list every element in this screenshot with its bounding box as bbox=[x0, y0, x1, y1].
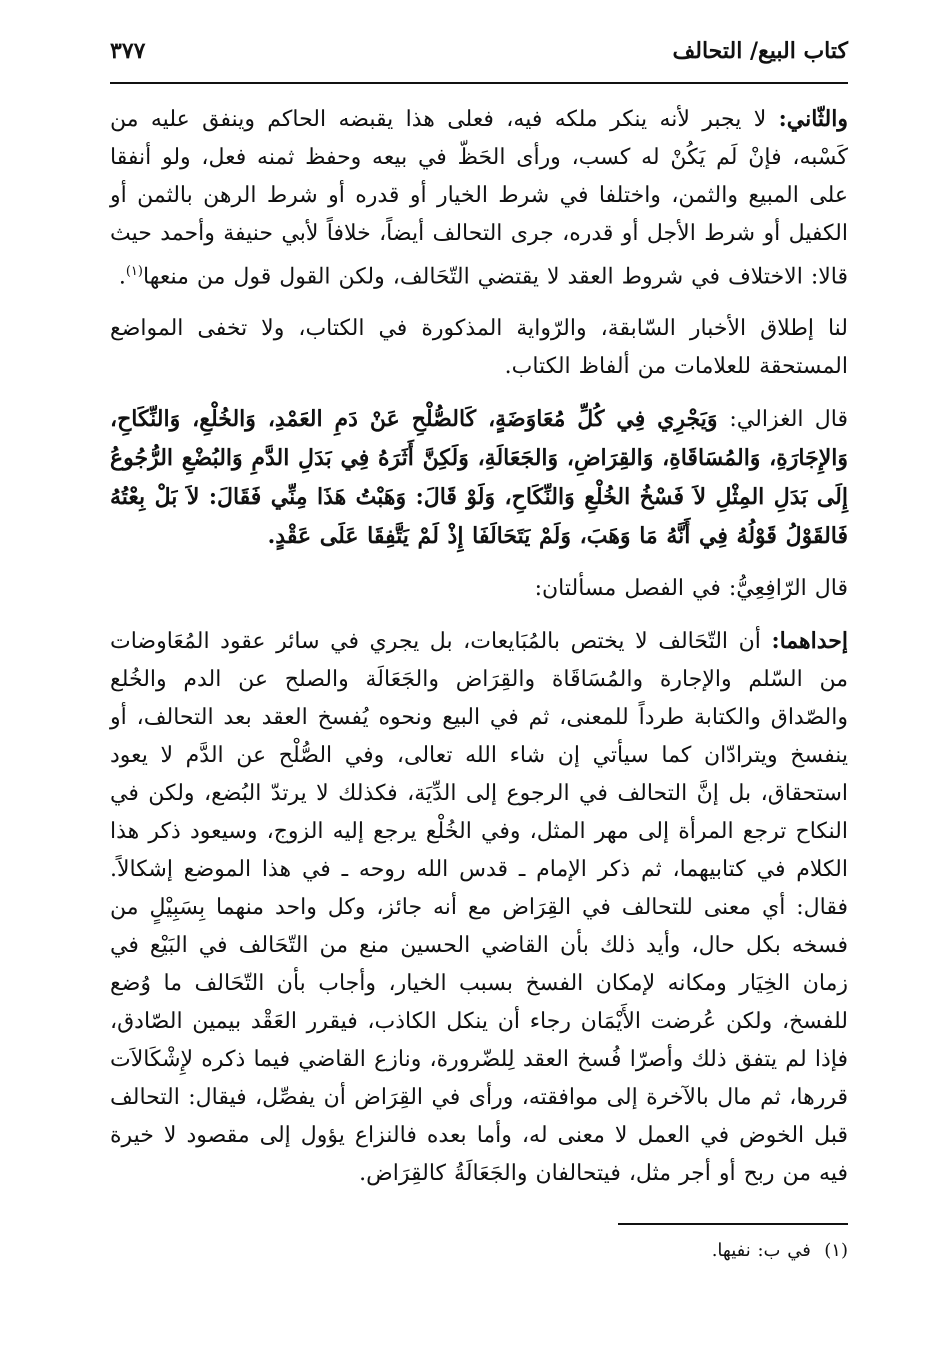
paragraph-first-issue bbox=[110, 622, 848, 1193]
paragraph-lead: والثّاني: bbox=[778, 106, 848, 132]
page-header bbox=[110, 38, 848, 78]
quoted-matn: وَيَجْرِي فِي كُلِّ مُعَاوَضَةٍ، كَالصُّلْحِ عَنْ دَمِ العَمْدِ، وَالخُلْعِ، وَالنِّكَاحِ، وَالإِجَارَةِ، وَالمُسَاقَاةِ، وَالقِرَاضِ، وَالجَعَالَةِ، وَلَكِنَّ أَثَرَهُ فِي بَدَلِ الدَّمِ وَالبُضْعِ الرُّجُوعُ إِلَى بَدَلِ المِثْلِ لاَ فَسْخُ الخُلْعِ وَالنِّكَاحِ، وَلَوْ قَالَ: وَهَبْتُ هَذَا مِنِّي فَقَالَ: لاَ بَلْ بِعْتُهُ فَالقَوْلُ قَوْلُهُ فِي أَنَّهُ مَا وَهَبَ، وَلَمْ يَتَحَالَفَا إِذْ لَمْ يَتَّفِقَا عَلَى عَقْدٍ. bbox=[110, 406, 848, 550]
paragraph-tail: . bbox=[118, 264, 126, 290]
footnote-divider bbox=[618, 1223, 848, 1225]
header-divider bbox=[110, 82, 848, 84]
paragraph-lead: إحداهما: bbox=[771, 628, 848, 655]
footnote bbox=[110, 1237, 848, 1265]
footnote-text: في ب: نفيها. bbox=[711, 1240, 811, 1262]
paragraph-second-view bbox=[110, 100, 848, 296]
paragraph-rafii-intro bbox=[110, 570, 848, 608]
footnote-reference: (١) bbox=[125, 264, 143, 279]
running-title: كتاب البيع/ التحالف bbox=[672, 38, 848, 64]
paragraph-text: قال الرّافِعِيُّ: في الفصل مسألتان: bbox=[534, 576, 848, 602]
paragraph-text: أن التّحَالف لا يختص بالمُبَايعات، بل يجري في سائر عقود المُعَاوضات من السّلم والإجارة والمُسَاقَاة والقِرَاض والجَعَالَة والصلح عن الدم والخُلع والصّداق والكتابة طرداً للمعنى، ثم في البيع ونحوه يُفسخ العقد بعد التحالف، أو ينفسخ ويترادّان كما سيأتي إن شاء الله تعالى، وفي الصُّلْح عن الدَّم لا يعود استحقاق، بل إنَّ التحالف في الرجوع إلى الدِّيَة، فكذلك لا يرتدّ البُضع، ولكن في النكاح ترجع المرأة إلى مهر المثل، وفي الخُلْع يرجع إليه الزوج، وسيعود ذكر هذا الكلام في كتابيهما، ثم ذكر الإمام ـ قدس الله روحه ـ في هذا الموضع إشكالاً. فقال: أي معنى للتحالف في القِرَاض مع أنه جائز، وكل واحد منهما بِسَبِيْلٍ من فسخه بكل حال، وأيد ذلك بأن القاضي الحسين منع من التّحَالف في البَيْع في زمان الخِيَار ومكانه لإمكان الفسخ بسبب الخيار، وأجاب بأن التّحَالف ما وُضع للفسخ، ولكن عُرضت الأَيْمَان رجاء أن ينكل الكاذب، فيقرر العَقْد بيمين الصّادق، فإذا لم يتفق ذلك وأصرّا فُسخ العقد لِلضّرورة، ونازع القاضي فيما ذكره لإِشْكَالاَت قررها، ثم مال بالآخرة إلى موافقته، ورأى في القِرَاض أن يفصِّل، فيقال: التحالف قبل الخوض في العمل لا معنى له، وأما بعده فالنزاع يؤول إلى مقصود لا خيرة فيه من ربح أو أجر مثل، فيتحالفان والجَعَالَةُ كالقِرَاض. bbox=[110, 629, 848, 1187]
paragraph-evidence bbox=[110, 310, 848, 386]
paragraph-ghazali-quote bbox=[110, 400, 848, 556]
paragraph-text: لنا إطلاق الأخبار السّابقة، والرّواية المذكورة في الكتاب، ولا تخفى المواضع المستحقة للعلامات من ألفاظ الكتاب. bbox=[110, 316, 848, 380]
footnote-number: (١) bbox=[824, 1240, 848, 1262]
page-number: ٣٧٧ bbox=[110, 38, 146, 64]
paragraph-text: لا يجبر لأنه ينكر ملكه فيه، فعلى هذا يقبضه الحاكم وينفق عليه من كَسْبه، فإنْ لَم يَكُنْ له كسب، ورأى الحَظّ في بيعه وحفظ ثمنه فعل، ولو أنفقا على المبيع والثمن، واختلفا في شرط الخيار أو قدره أو شرط الرهن بالثمن أو الكفيل أو شرط الأجل أو قدره، جرى التحالف أيضاً، خلافاً لأبي حنيفة وأحمد حيث قالا: الاختلاف في شروط العقد لا يقتضي التّحَالف، ولكن القول قول من منعها bbox=[110, 107, 848, 290]
paragraph-lead: قال الغزالي: bbox=[729, 407, 848, 433]
